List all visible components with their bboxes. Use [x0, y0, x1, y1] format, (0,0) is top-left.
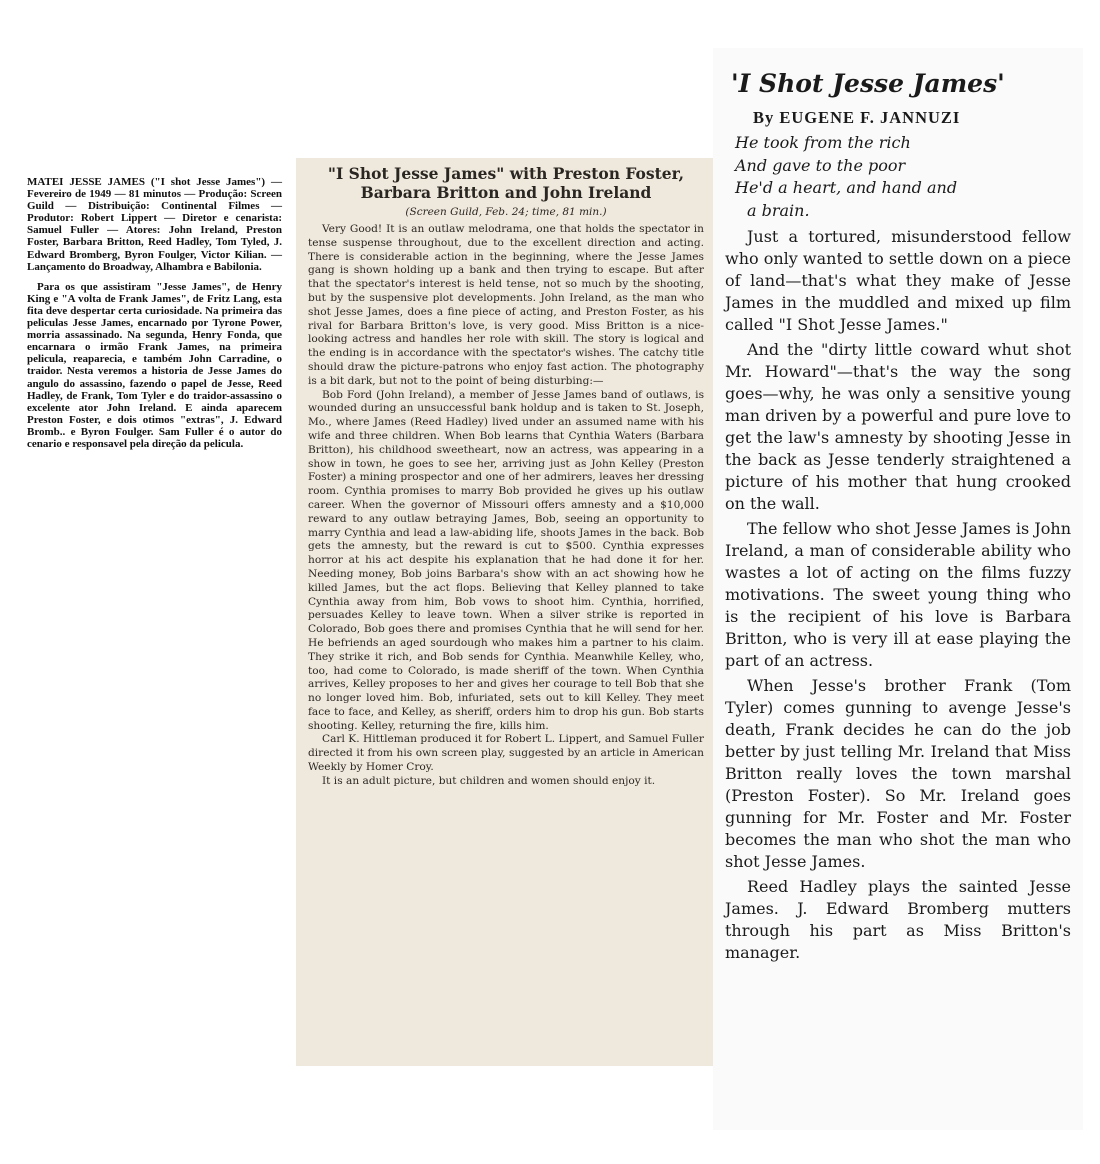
- portuguese-clipping: [27, 176, 282, 458]
- newspaper-review-body: [725, 226, 1071, 964]
- trade-review-paragraph: Very Good! It is an outlaw melodrama, one that holds the spectator in tense suspense throughout, due to the excellent direction and acting. There is considerable action in the beginning, where the Jesse James gang is shown holding up a bank and then trying to escape. But after that the spectator's interest is held tense, not so much by the shooting, but by the suspensive plot developments. John Ireland, as the man who shot Jesse James, does a fine piece of acting, and Preston Foster, as his rival for Barbara Britton's love, is very good. Miss Britton is a nice-looking actress and handles her role with skill. The story is logical and the ending is in accordance with the spectator's wishes. The catchy title should draw the picture-patrons who enjoy fast action. The photography is a bit dark, but not to the point of being disturbing:—: [308, 223, 704, 387]
- trade-review-source: (Screen Guild, Feb. 24; time, 81 min.): [405, 206, 607, 218]
- newspaper-review-paragraph: Just a tortured, misunderstood fellow who only wanted to settle down on a piece of land—that's what they make of Jesse James in the muddled and mixed up film called "I Shot Jesse James.": [725, 227, 1071, 334]
- verse-line: He'd a heart, and hand and: [735, 178, 958, 197]
- trade-review-headline: "I Shot Jesse James" with Preston Foster, Barbara Britton and John Ireland: [327, 164, 685, 202]
- newspaper-review-verse: [735, 132, 1071, 222]
- newspaper-review-byline: By EUGENE F. JANNUZI: [753, 108, 961, 127]
- newspaper-review-title: 'I Shot Jesse James': [731, 69, 1005, 98]
- newspaper-review-clipping: [713, 48, 1083, 1130]
- clipping-credits: MATEI JESSE JAMES ("I shot Jesse James") — Fevereiro de 1949 — 81 minutos — Produção: Screen Guild — Distribuição: Continental Filmes — Produtor: Robert Lippert — Diretor e cenarista: Samuel Fuller — Atores: John Ireland, Preston Foster, Barbara Britton, Reed Hadley, Tom Tyled, J. Edward Bromberg, Byron Foulger, Victor Kilian. — Lançamento do Broadway, Alhambra e Babilonia.: [27, 176, 282, 273]
- newspaper-review-paragraph: Reed Hadley plays the sainted Jesse James. J. Edward Bromberg mutters through his part as Miss Britton's manager.: [725, 877, 1071, 962]
- trade-review-paragraph: Bob Ford (John Ireland), a member of Jesse James band of outlaws, is wounded during an unsuccessful bank holdup and is taken to St. Joseph, Mo., where James (Reed Hadley) lived under an assumed name with his wife and three children. When Bob learns that Cynthia Waters (Barbara Britton), his childhood sweetheart, now an actress, was appearing in a show in town, he goes to see her, arriving just as John Kelley (Preston Foster) a mining prospector and one of her admirers, leaves her dressing room. Cynthia promises to marry Bob provided he gives up his outlaw career. When the governor of Missouri offers amnesty and a $10,000 reward to any outlaw betraying James, Bob, seeing an opportunity to marry Cynthia and lead a law-abiding life, shoots James in the back. Bob gets the amnesty, but the reward is cut to $500. Cynthia expresses horror at his act despite his explanation that he had done it for her. Needing money, Bob joins Barbara's show with an act showing how he killed James, but the act flops. Believing that Kelley planned to take Cynthia away from him, Bob vows to shoot him. Cynthia, horrified, persuades Kelley to leave town. When a silver strike is reported in Colorado, Bob goes there and promises Cynthia that he will send for her. He befriends an aged sourdough who makes him a partner to his claim. They strike it rich, and Bob sends for Cynthia. Meanwhile Kelley, who, too, had come to Colorado, is made sheriff of the town. When Cynthia arrives, Kelley proposes to her and gives her courage to tell Bob that she no longer loved him. Bob, infuriated, sets out to kill Kelley. They meet face to face, and Kelley, as sheriff, orders him to drop his gun. Bob starts shooting. Kelley, returning the fire, kills him.: [308, 388, 704, 732]
- verse-line: And gave to the poor: [735, 155, 906, 175]
- verse-line: He took from the rich: [735, 133, 911, 152]
- verse-line: a brain.: [747, 200, 810, 220]
- clipping-body: Para os que assistiram "Jesse James", de Henry King e "A volta de Frank James", de Fritz Lang, esta fita deve despertar certa curiosidade. Na primeira das peliculas Jesse James, encarnado por Tyrone Power, morria assassinado. Na segunda, Henry Fonda, que encarnara o irmão Frank James, na primeira pelicula, reaparecia, e também John Carradine, o traidor. Nesta veremos a historia de Jesse James do angulo do assassino, fazendo o papel de Jesse, Reed Hadley, de Frank, Tom Tyler e do traidor-assassino o excelente ator John Ireland. E ainda aparecem Preston Foster, e dois otimos "extras", J. Edward Bromb.. e Byron Foulger. Sam Fuller é o autor do cenario e responsavel pela direção da pelicula.: [27, 280, 282, 450]
- trade-review-clipping: [296, 158, 716, 1066]
- newspaper-review-paragraph: The fellow who shot Jesse James is John Ireland, a man of considerable ability who wastes a lot of acting on the films fuzzy motivations. The sweet young thing who is the recipient of his love is Barbara Britton, who is very ill at ease playing the part of an actress.: [725, 519, 1071, 670]
- trade-review-paragraph: It is an adult picture, but children and women should enjoy it.: [322, 774, 656, 787]
- trade-review-paragraph: Carl K. Hittleman produced it for Robert L. Lippert, and Samuel Fuller directed it from his own screen play, suggested by an article in American Weekly by Homer Croy.: [308, 733, 704, 774]
- trade-review-body: [308, 223, 704, 789]
- newspaper-review-paragraph: When Jesse's brother Frank (Tom Tyler) comes gunning to avenge Jesse's death, Frank decides he can do the job better by just telling Mr. Ireland that Miss Britton really loves the town marshal (Preston Foster). So Mr. Ireland goes gunning for Mr. Foster and Mr. Foster becomes the man who shot the man who shot Jesse James.: [725, 676, 1071, 871]
- newspaper-review-paragraph: And the "dirty little coward whut shot Mr. Howard"—that's the way the song goes—why, he was only a sensitive young man driven by a powerful and pure love to get the law's amnesty by shooting Jesse in the back as Jesse tenderly straightened a picture of his mother that hung crooked on the wall.: [725, 340, 1071, 513]
